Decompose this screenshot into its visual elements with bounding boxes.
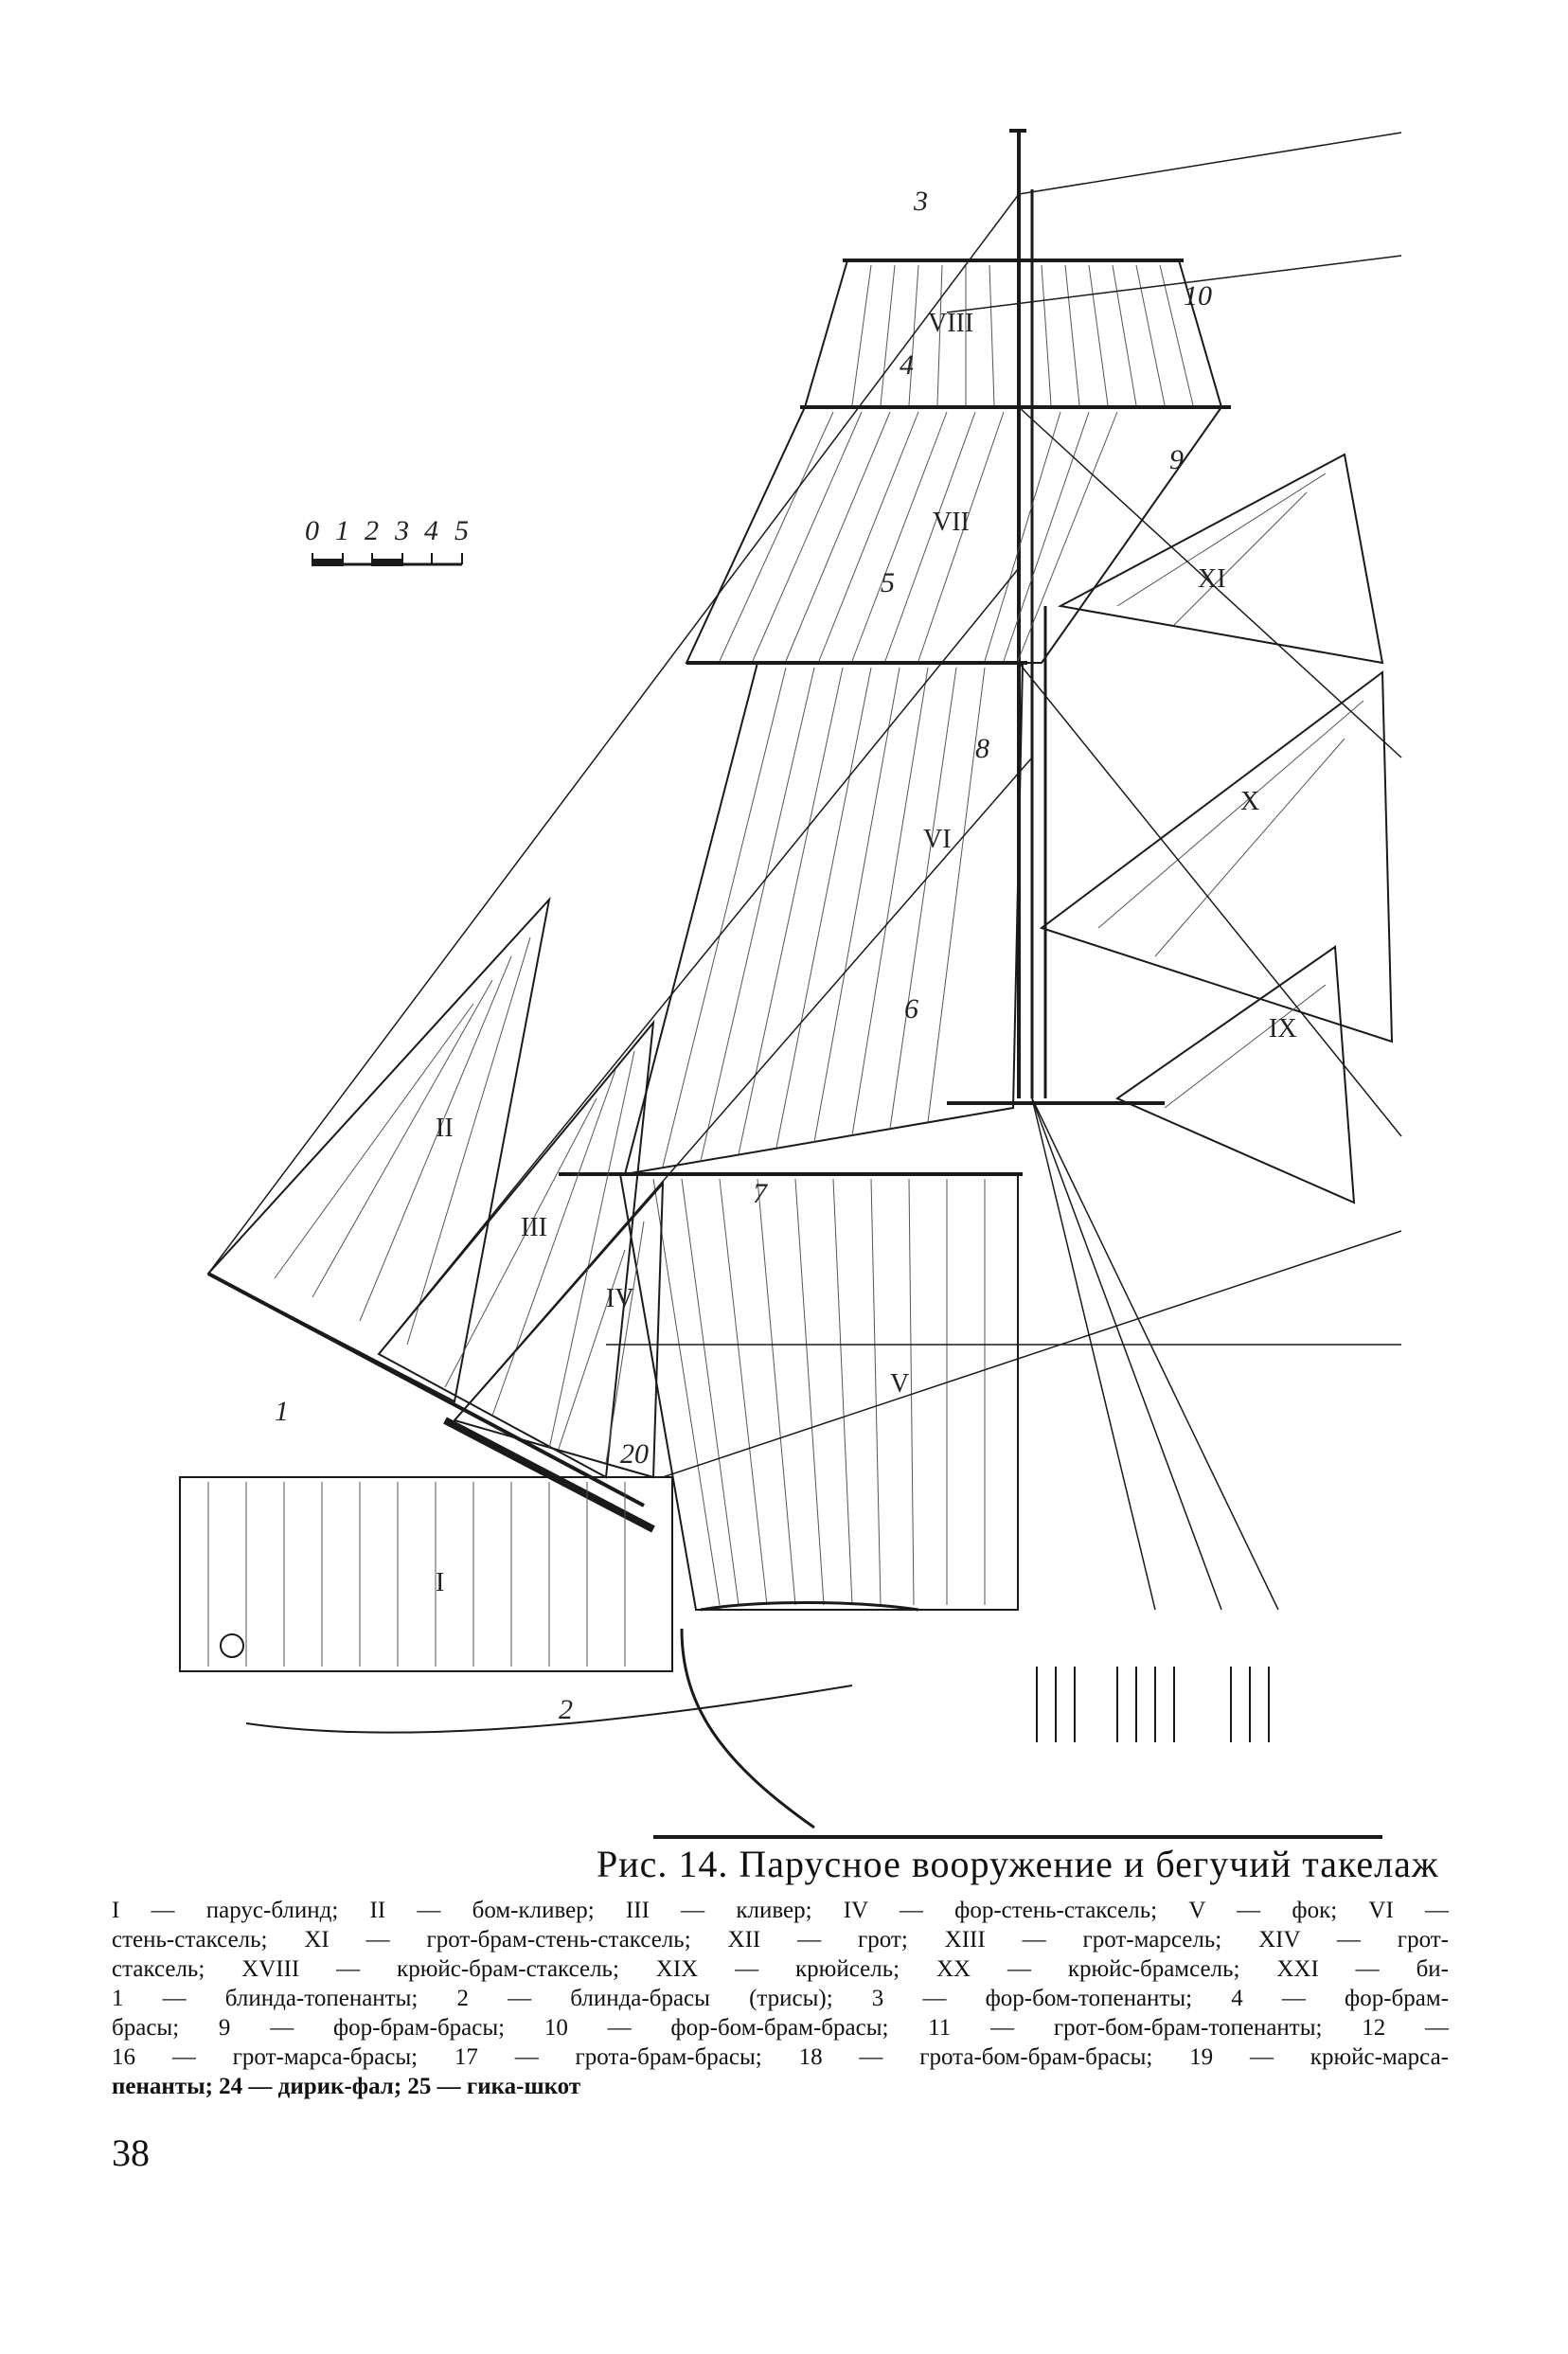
line-label-7: 7 (753, 1178, 767, 1209)
sail-label-iii: III (521, 1213, 547, 1242)
sail-label-iv: IV (606, 1284, 634, 1313)
sail-label-xi: XI (1198, 564, 1226, 594)
page-number: 38 (112, 2131, 150, 2174)
line-label-9: 9 (1169, 444, 1184, 475)
line-labels (275, 186, 1212, 1725)
legend-line: стаксель; XVIII — крюйс-брам-стаксель; XIX — крюйсель; XX — крюйс-брамсель; XXI — би- (112, 1956, 1449, 1982)
figure-legend (112, 1896, 1449, 2101)
deadeyes (1037, 1667, 1269, 1742)
legend-line: брасы; 9 — фор-брам-брасы; 10 — фор-бом-брам-брасы; 11 — грот-бом-брам-топенанты; 12 — (112, 2015, 1449, 2041)
scale-label-1: 1 (335, 515, 349, 546)
standing-rigging (208, 133, 1401, 1610)
legend-line: 1 — блинда-топенанты; 2 — блинда-брасы (трисы); 3 — фор-бом-топенанты; 4 — фор-брам- (112, 1986, 1449, 2011)
line-label-4: 4 (900, 349, 914, 381)
sail-viii (805, 260, 1221, 407)
line-label-1: 1 (275, 1396, 289, 1427)
sail-vi (625, 663, 1023, 1174)
sail-label-x: X (1240, 787, 1260, 816)
scale-label-3: 3 (395, 515, 409, 546)
scale-bar (312, 553, 462, 565)
sail-label-v: V (890, 1369, 910, 1399)
sail-labels (436, 309, 1297, 1597)
sail-label-vii: VII (933, 508, 970, 537)
scale-labels (305, 515, 469, 546)
sail-label-ii: II (436, 1114, 454, 1143)
sail-label-ix: IX (1269, 1014, 1297, 1043)
legend-line: стень-стаксель; XI — грот-брам-стень-стаксель; XII — грот; XIII — грот-марсель; XIV — грот- (112, 1927, 1449, 1953)
sail-label-viii: VIII (928, 309, 974, 338)
line-label-3: 3 (914, 186, 928, 217)
scale-label-4: 4 (424, 515, 438, 546)
sail-i (180, 1477, 672, 1671)
sail-v (620, 1174, 1018, 1610)
line-label-6: 6 (904, 993, 918, 1025)
line-label-20: 20 (620, 1438, 649, 1470)
scale-label-2: 2 (365, 515, 379, 546)
legend-line: пенанты; 24 — дирик-фал; 25 — гика-шкот (112, 2074, 581, 2099)
line-label-10: 10 (1184, 280, 1212, 312)
line-label-2: 2 (559, 1694, 573, 1725)
scale-label-5: 5 (454, 515, 469, 546)
jib-sails (208, 900, 663, 1477)
legend-line: 16 — грот-марса-брасы; 17 — грота-брам-брасы; 18 — грота-бом-брам-брасы; 19 — крюйс-марса- (112, 2044, 1449, 2070)
sail-label-i: I (436, 1568, 445, 1597)
line-label-5: 5 (881, 567, 895, 598)
sail-label-vi: VI (923, 825, 952, 854)
foremast (1009, 131, 1045, 1098)
line-label-8: 8 (975, 733, 989, 764)
scale-label-0: 0 (305, 515, 319, 546)
hull-bow (246, 1603, 1382, 1838)
figure-caption-title: Рис. 14. Парусное вооружение и бегучий такелаж (597, 1843, 1439, 1885)
legend-line: I — парус-блинд; II — бом-кливер; III — кливер; IV — фор-стень-стаксель; V — фок; VI — (112, 1898, 1449, 1923)
